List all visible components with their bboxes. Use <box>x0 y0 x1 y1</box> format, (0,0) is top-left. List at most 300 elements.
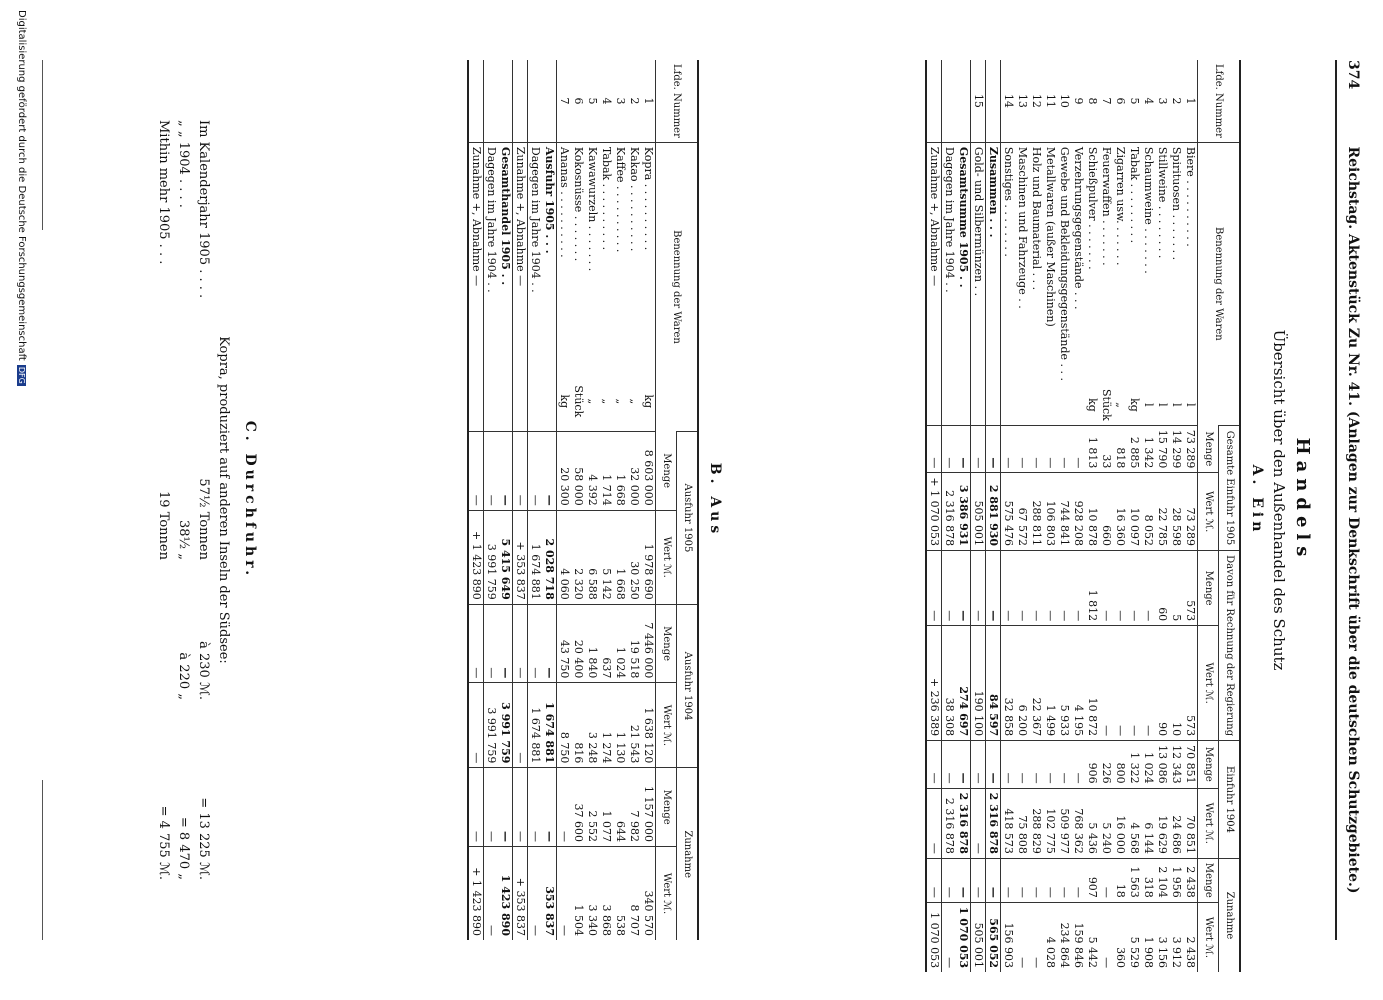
row-number: 15 <box>971 60 986 142</box>
cell-value: 3 868 <box>599 847 613 940</box>
cell-value: 67 572 <box>1015 473 1029 551</box>
table-row <box>468 60 484 940</box>
cell-value: 6 144 <box>1141 788 1155 858</box>
cell-value: — <box>1015 741 1029 789</box>
table-row <box>528 60 543 940</box>
cell-value: — <box>1071 741 1085 789</box>
cell-value: — <box>468 432 484 511</box>
table-row <box>1113 60 1127 972</box>
import-table-body <box>926 60 1198 972</box>
col-zunahme: Zunahme <box>677 768 699 940</box>
cell-value: 1 908 <box>1141 902 1155 972</box>
row-number <box>942 60 957 142</box>
copra-note <box>153 120 233 880</box>
cell-value: 1 668 <box>613 510 627 604</box>
cell-value: 744 841 <box>1057 473 1071 551</box>
goods-name: Stillweine . . . . . . . . <box>1155 142 1169 385</box>
page-number: 374 <box>1345 60 1361 90</box>
cell-value: 1 274 <box>599 683 613 768</box>
goods-name: Dagegen im Jahre 1904 . . <box>942 142 957 385</box>
cell-value: 3 386 931 <box>956 473 971 551</box>
cell-value: — <box>971 858 986 902</box>
cell-value: 637 <box>599 604 613 683</box>
cell-value: — <box>484 604 499 683</box>
cell-value: 24 686 <box>1169 788 1183 858</box>
unit <box>942 385 957 425</box>
cell-value: 16 360 <box>1113 473 1127 551</box>
copra-cell: à 230 ℳ. <box>196 641 211 700</box>
cell-value: 5 240 <box>1099 788 1113 858</box>
cell-value: 4 392 <box>585 432 599 511</box>
goods-name: Kokosnüsse . . . . . . . <box>571 142 585 371</box>
cell-value: 2 104 <box>1155 858 1169 902</box>
cell-value: 340 570 <box>641 847 656 940</box>
table-row <box>641 60 656 940</box>
row-number <box>513 60 528 142</box>
cell-value: — <box>484 847 499 940</box>
cell-value: 573 <box>1183 551 1198 626</box>
cell-value: 102 775 <box>1043 788 1057 858</box>
cell-value: 19 518 <box>627 604 641 683</box>
cell-value: — <box>1043 858 1057 902</box>
cell-value: — <box>926 425 942 473</box>
cell-value: — <box>498 768 513 847</box>
cell-value: 1 978 690 <box>641 510 656 604</box>
row-number: 3 <box>1156 97 1169 105</box>
cell-value: 1 342 <box>1141 425 1155 473</box>
table-row <box>926 60 942 972</box>
table-row <box>498 60 513 940</box>
cell-value: — <box>986 425 1001 473</box>
cell-value: — <box>956 425 971 473</box>
col-nr: Lfde. Nummer <box>1198 60 1241 142</box>
cell-value: — <box>557 847 572 940</box>
goods-name: Ausfuhr 1905 . . . <box>542 142 557 371</box>
cell-value: 22 785 <box>1155 473 1169 551</box>
cell-value: 4 060 <box>557 510 572 604</box>
goods-name: Metallwaren (außer Maschinen) <box>1043 142 1057 385</box>
cell-value: 3 340 <box>585 847 599 940</box>
cell-value: 1 070 053 <box>926 902 942 972</box>
cell-value: — <box>1071 551 1085 626</box>
table-row <box>1043 60 1057 972</box>
goods-name: Zunahme +, Abnahme — <box>468 142 484 371</box>
cell-value: — <box>942 858 957 902</box>
goods-name: Zunahme +, Abnahme — <box>513 142 528 371</box>
cell-value: — <box>468 604 484 683</box>
cell-value: — <box>971 741 986 789</box>
copra-cell: = 4 755 ℳ. <box>156 805 171 880</box>
section-b-heading: B. Aus <box>707 462 723 538</box>
cell-value: — <box>1015 425 1029 473</box>
section-c-heading: C. Durchfuhr. <box>242 420 258 580</box>
cell-value: 1 674 881 <box>528 510 543 604</box>
cell-value: — <box>513 604 528 683</box>
cell-value: 156 903 <box>1001 902 1016 972</box>
cell-value: 1 674 881 <box>528 683 543 768</box>
cell-value: — <box>1071 425 1085 473</box>
table-row <box>971 60 986 972</box>
cell-value: 5 415 649 <box>498 510 513 604</box>
cell-value: 505 001 <box>971 473 986 551</box>
goods-name: Sonstiges . . . . . . . . <box>1001 142 1016 385</box>
unit <box>986 385 1001 425</box>
row-number: 14 <box>1002 93 1015 108</box>
divider <box>42 60 43 230</box>
cell-value: — <box>1127 626 1141 741</box>
copra-title: Kopra, produziert auf anderen Inseln der Südsee: <box>216 336 231 664</box>
cell-value: — <box>1113 551 1127 626</box>
unit: kg <box>642 394 655 409</box>
unit: l <box>1184 403 1197 407</box>
cell-value: 360 <box>1113 902 1127 972</box>
cell-value: — <box>1057 741 1071 789</box>
copra-cell: „ „ 1904 . . . . <box>176 120 191 208</box>
cell-value: — <box>468 683 484 768</box>
cell-value: — <box>1099 858 1113 902</box>
row-number: 5 <box>1128 97 1141 105</box>
col-ausfuhr1905: Ausfuhr 1905 <box>677 432 699 605</box>
cell-value: 575 476 <box>1001 473 1016 551</box>
row-number: 4 <box>600 97 613 105</box>
cell-value: — <box>484 768 499 847</box>
cell-value: 234 864 <box>1057 902 1071 972</box>
cell-value: — <box>971 551 986 626</box>
cell-value: 1 840 <box>585 604 599 683</box>
cell-value: — <box>513 768 528 847</box>
unit <box>1057 385 1071 425</box>
cell-value: 70 851 <box>1183 741 1198 789</box>
copra-line <box>153 120 173 880</box>
cell-value: 1 070 053 <box>956 902 971 972</box>
cell-value: 2 881 930 <box>986 473 1001 551</box>
cell-value: — <box>484 432 499 511</box>
cell-value: 106 803 <box>1043 473 1057 551</box>
cell-value: — <box>926 551 942 626</box>
goods-name: Kawawurzeln . . . . . . . <box>585 142 599 371</box>
cell-value: 4 195 <box>1071 626 1085 741</box>
copra-cell: Im Kalenderjahr 1905 . . . . <box>196 120 211 299</box>
table-row <box>942 60 957 972</box>
cell-value: — <box>1029 902 1043 972</box>
row-number: 7 <box>558 97 571 105</box>
copra-cell: 57½ Tonnen <box>196 478 211 560</box>
cell-value: 6 200 <box>1015 626 1029 741</box>
cell-value: 30 250 <box>627 510 641 604</box>
cell-value: 43 750 <box>557 604 572 683</box>
unit <box>528 372 543 432</box>
goods-name: Spirituosen . . . . . . . <box>1169 142 1183 385</box>
table-row <box>1141 60 1155 972</box>
subcol-menge: Menge <box>656 768 677 847</box>
unit <box>1029 385 1043 425</box>
unit <box>542 372 557 432</box>
unit: kg <box>1128 398 1141 412</box>
row-number: 13 <box>1016 93 1029 108</box>
cell-value: 2 316 878 <box>942 788 957 858</box>
cell-value: — <box>942 425 957 473</box>
row-number: 2 <box>1170 97 1183 105</box>
row-number: 1 <box>1184 97 1197 105</box>
cell-value: — <box>1099 902 1113 972</box>
cell-value: 75 808 <box>1015 788 1029 858</box>
cell-value: 538 <box>613 847 627 940</box>
page-title: Handels <box>1292 437 1313 563</box>
unit <box>1015 385 1029 425</box>
header-rule <box>1335 60 1337 940</box>
cell-value: — <box>1001 741 1016 789</box>
cell-value: 2 885 <box>1127 425 1141 473</box>
row-number: 11 <box>1044 93 1057 108</box>
cell-value: 7 982 <box>627 768 641 847</box>
cell-value: 418 573 <box>1001 788 1016 858</box>
cell-value: — <box>1029 551 1043 626</box>
unit: kg <box>1086 398 1099 412</box>
cell-value: — <box>528 847 543 940</box>
cell-value: 1 714 <box>599 432 613 511</box>
subcol-wert: Wert ℳ. <box>1198 473 1219 551</box>
cell-value: 190 100 <box>971 626 986 741</box>
cell-value: 1 563 <box>1127 858 1141 902</box>
row-number <box>468 60 484 142</box>
cell-value: 6 588 <box>585 510 599 604</box>
cell-value: — <box>1015 902 1029 972</box>
cell-value: — <box>1001 858 1016 902</box>
copra-cell: = 8 470 „ <box>176 816 191 880</box>
row-number <box>986 60 1001 142</box>
row-number: 10 <box>1058 93 1071 108</box>
subcol-wert: Wert ℳ. <box>1198 902 1219 972</box>
table-row <box>1183 60 1198 972</box>
cell-value: 58 000 <box>571 432 585 511</box>
cell-value: — <box>468 768 484 847</box>
dfg-logo: DFG <box>17 366 26 384</box>
cell-value: 5 436 <box>1085 788 1099 858</box>
subcol-menge: Menge <box>1198 425 1219 473</box>
table-row <box>1155 60 1169 972</box>
goods-name: Kakao . . . . . . . . . . <box>627 142 641 371</box>
cell-value: 2 552 <box>585 768 599 847</box>
table-row <box>585 60 599 940</box>
cell-value: 928 208 <box>1071 473 1085 551</box>
cell-value: — <box>1029 858 1043 902</box>
cell-value: 159 846 <box>1071 902 1085 972</box>
cell-value: + 1 070 053 <box>926 473 942 551</box>
cell-value: — <box>1057 551 1071 626</box>
cell-value: — <box>557 768 572 847</box>
cell-value: 32 000 <box>627 432 641 511</box>
cell-value: 3 991 759 <box>484 683 499 768</box>
cell-value: 60 <box>1155 551 1169 626</box>
cell-value: 818 <box>1113 425 1127 473</box>
copra-cell: 38½ „ <box>176 519 191 560</box>
cell-value: 20 400 <box>571 604 585 683</box>
cell-value: — <box>1015 858 1029 902</box>
cell-value: — <box>1057 425 1071 473</box>
cell-value: — <box>971 788 986 858</box>
table-row <box>1071 60 1085 972</box>
row-number <box>484 60 499 142</box>
cell-value: — <box>971 425 986 473</box>
goods-name: Schießpulver . . . . . . . <box>1085 142 1099 385</box>
cell-value: 33 <box>1099 425 1113 473</box>
cell-value: — <box>1141 551 1155 626</box>
row-number: 4 <box>1142 97 1155 105</box>
cell-value: 1 423 890 <box>498 847 513 940</box>
cell-value: 5 529 <box>1127 902 1141 972</box>
unit <box>956 385 971 425</box>
unit <box>498 372 513 432</box>
cell-value: 21 543 <box>627 683 641 768</box>
cell-value: 2 316 878 <box>986 788 1001 858</box>
cell-value: 1 024 <box>1141 741 1155 789</box>
cell-value: 19 629 <box>1155 788 1169 858</box>
col-name: Benennung der Waren <box>1198 142 1241 425</box>
cell-value: 1 813 <box>1085 425 1099 473</box>
cell-value: 70 851 <box>1183 788 1198 858</box>
goods-name: Zigarren usw. . . . . . . <box>1113 142 1127 385</box>
table-row <box>1015 60 1029 972</box>
cell-value: 3 156 <box>1155 902 1169 972</box>
row-number: 1 <box>642 97 655 105</box>
col-ausfuhr1904: Ausfuhr 1904 <box>677 604 699 768</box>
unit: „ <box>586 398 599 405</box>
cell-value: — <box>1029 741 1043 789</box>
table-row <box>513 60 528 940</box>
row-number: 3 <box>614 97 627 105</box>
cell-value: 8 750 <box>557 683 572 768</box>
row-number: 9 <box>1072 97 1085 105</box>
export-table-body <box>468 60 656 940</box>
table-row <box>1085 60 1099 972</box>
cell-value: 10 097 <box>1127 473 1141 551</box>
cell-value: — <box>498 432 513 511</box>
cell-value: 1 157 000 <box>641 768 656 847</box>
row-number: 12 <box>1030 93 1043 108</box>
goods-name: Gesamthandel 1905 . . <box>498 142 513 371</box>
cell-value: 1 024 <box>613 604 627 683</box>
cell-value: — <box>942 551 957 626</box>
page-subtitle: Übersicht über den Außenhandel des Schutz <box>1270 329 1288 671</box>
cell-value: 28 598 <box>1169 473 1183 551</box>
cell-value: 1 674 881 <box>542 683 557 768</box>
unit: Stück <box>572 385 585 418</box>
cell-value: — <box>528 604 543 683</box>
digitization-credit <box>16 10 27 990</box>
goods-name: Kopra . . . . . . . . . . <box>641 142 656 371</box>
goods-name: Tabak . . . . . . . . . . <box>599 142 613 371</box>
cell-value: — <box>1001 425 1016 473</box>
col-regierung: Davon für Rechnung der Regierung <box>1219 551 1241 741</box>
unit: „ <box>614 398 627 405</box>
table-row <box>1099 60 1113 972</box>
cell-value: — <box>513 683 528 768</box>
cell-value: 22 367 <box>1029 626 1043 741</box>
cell-value: 2 438 <box>1183 858 1198 902</box>
cell-value: — <box>1113 626 1127 741</box>
cell-value: + 1 423 890 <box>468 847 484 940</box>
cell-value: 10 <box>1169 626 1183 741</box>
cell-value: 8 052 <box>1141 473 1155 551</box>
unit <box>971 385 986 425</box>
table-row <box>986 60 1001 972</box>
cell-value: 73 289 <box>1183 473 1198 551</box>
divider <box>42 780 43 940</box>
cell-value: 5 442 <box>1085 902 1099 972</box>
cell-value: — <box>1029 425 1043 473</box>
subcol-menge: Menge <box>1198 858 1219 902</box>
table-row <box>613 60 627 940</box>
cell-value: — <box>926 741 942 789</box>
unit <box>1071 385 1085 425</box>
goods-name: Zunahme +, Abnahme — <box>926 142 942 385</box>
cell-value: 3 991 759 <box>498 683 513 768</box>
copra-cell: Mithin mehr 1905 . . . <box>156 120 171 265</box>
cell-value: — <box>1127 551 1141 626</box>
cell-value: 353 837 <box>542 847 557 940</box>
cell-value: 16 000 <box>1113 788 1127 858</box>
cell-value: 318 <box>1141 858 1155 902</box>
cell-value: — <box>528 432 543 511</box>
cell-value: — <box>956 858 971 902</box>
cell-value: — <box>1015 551 1029 626</box>
subcol-wert: Wert ℳ. <box>656 683 677 768</box>
goods-name: Verzehrungsgegenstände . . . <box>1071 142 1085 385</box>
unit <box>484 372 499 432</box>
cell-value: 38 308 <box>942 626 957 741</box>
row-number <box>956 60 971 142</box>
row-number <box>498 60 513 142</box>
cell-value: 906 <box>1085 741 1099 789</box>
unit: l <box>1156 403 1169 407</box>
cell-value: 800 <box>1113 741 1127 789</box>
cell-value: — <box>542 604 557 683</box>
cell-value: 509 977 <box>1057 788 1071 858</box>
cell-value: 1 638 120 <box>641 683 656 768</box>
cell-value: 4 028 <box>1043 902 1057 972</box>
cell-value: — <box>986 858 1001 902</box>
copra-cell <box>153 560 173 700</box>
cell-value: 816 <box>571 683 585 768</box>
table-row <box>1127 60 1141 972</box>
cell-value: 10 872 <box>1085 626 1099 741</box>
cell-value: 660 <box>1099 473 1113 551</box>
cell-value: — <box>1099 626 1113 741</box>
copra-line <box>173 120 193 880</box>
goods-name: Zusammen . . . <box>986 142 1001 385</box>
cell-value: — <box>1043 741 1057 789</box>
cell-value: + 353 837 <box>513 847 528 940</box>
row-number <box>542 60 557 142</box>
goods-name: Holz und Baumaterial . . . <box>1029 142 1043 385</box>
cell-value: — <box>528 768 543 847</box>
unit <box>468 372 484 432</box>
goods-name: Feuerwaffen . . . . . . . <box>1099 142 1113 385</box>
cell-value: 1 956 <box>1169 858 1183 902</box>
cell-value: 18 <box>1113 858 1127 902</box>
subcol-wert: Wert ℳ. <box>1198 626 1219 741</box>
cell-value: 644 <box>613 768 627 847</box>
goods-name: Kaffee . . . . . . . . . . <box>613 142 627 371</box>
cell-value: 5 <box>1169 551 1183 626</box>
cell-value: 13 086 <box>1155 741 1169 789</box>
unit: l <box>1142 403 1155 407</box>
col-zunahme: Zunahme <box>1219 858 1241 972</box>
table-row <box>956 60 971 972</box>
cell-value: 1 130 <box>613 683 627 768</box>
cell-value: 2 028 718 <box>542 510 557 604</box>
cell-value: 1 812 <box>1085 551 1099 626</box>
